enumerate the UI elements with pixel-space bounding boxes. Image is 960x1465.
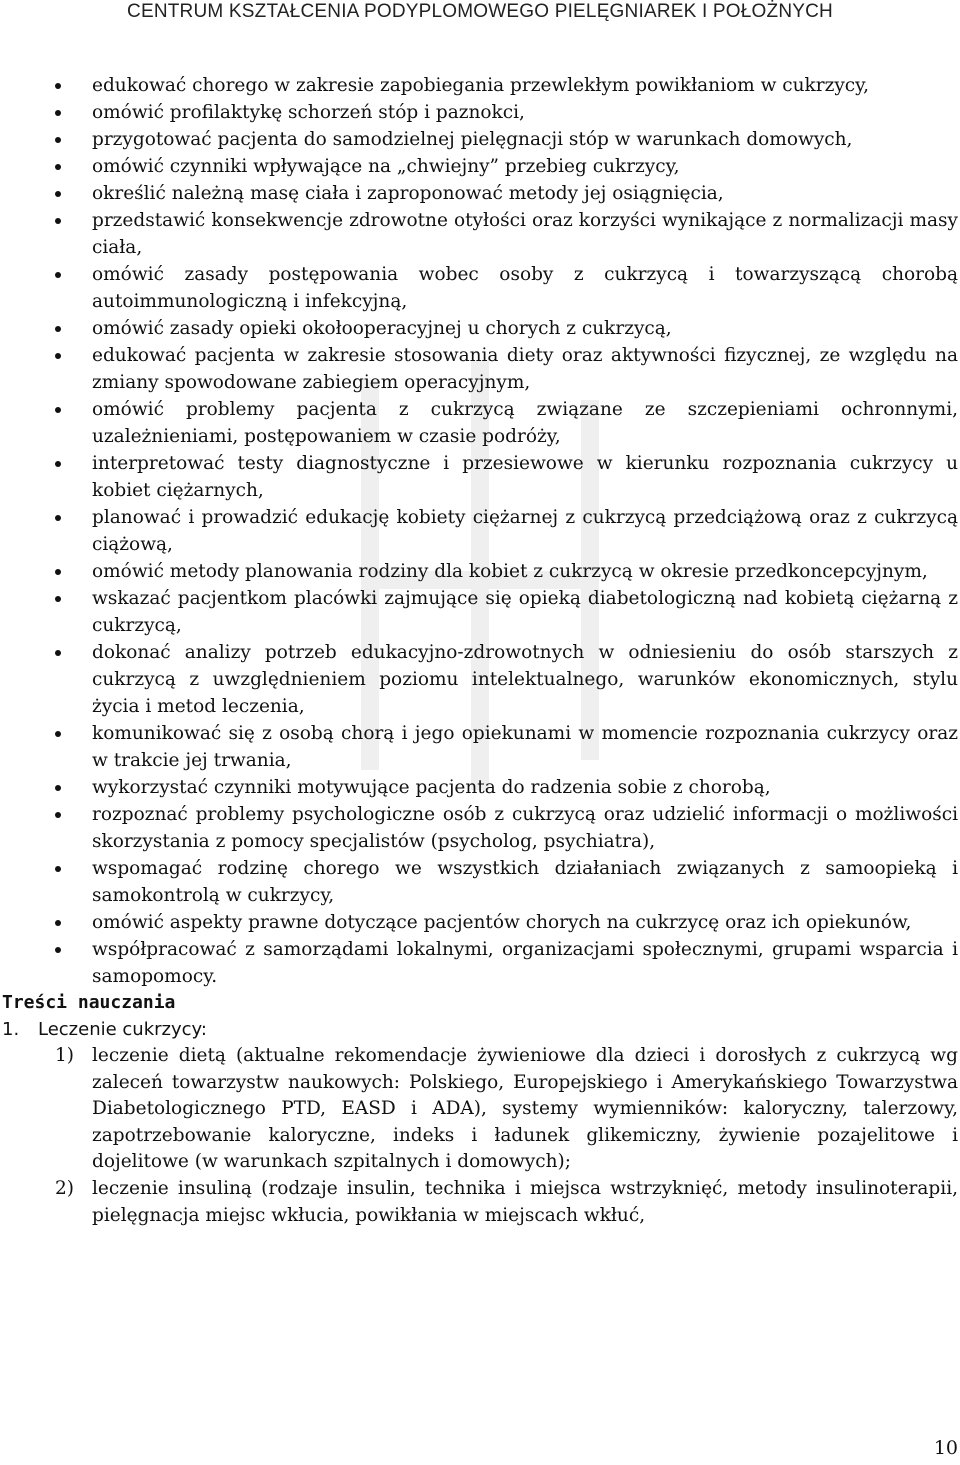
bullet-icon [55, 83, 61, 89]
list-item [0, 936, 960, 990]
list-item [0, 126, 960, 153]
list-item-text: omówić zasady opieki okołooperacyjnej u chorych z cukrzycą, [92, 318, 672, 339]
list-item-text: określić należną masę ciała i zaproponować metody jej osiągnięcia, [92, 183, 724, 204]
bullet-icon [55, 812, 61, 818]
list-item [0, 585, 960, 639]
list-item-text: przygotować pacjenta do samodzielnej pielęgnacji stóp w warunkach domowych, [92, 129, 853, 150]
bullet-icon [55, 650, 61, 656]
list-item-text: omówić metody planowania rodziny dla kobiet z cukrzycą w okresie przedkoncepcyjnym, [92, 561, 928, 582]
bullet-icon [55, 164, 61, 170]
list-item-text: omówić zasady postępowania wobec osoby z cukrzycą i towarzyszącą chorobą autoimmunologiczną i infekcyjną, [92, 264, 958, 312]
list-item-text: wspomagać rodzinę chorego we wszystkich działaniach związanych z samoopieką i samokontrolą w cukrzycy, [92, 858, 958, 906]
bullet-icon [55, 272, 61, 278]
bullet-icon [55, 920, 61, 926]
list-item [0, 99, 960, 126]
document-body [0, 72, 960, 1229]
bullet-icon [55, 461, 61, 467]
list-item [0, 558, 960, 585]
bullet-icon [55, 326, 61, 332]
section-item-index: 1. [2, 1019, 20, 1040]
list-item [0, 153, 960, 180]
subitem-index: 2) [55, 1177, 74, 1199]
list-item-text: edukować chorego w zakresie zapobiegania przewlekłym powikłaniom w cukrzycy, [92, 75, 870, 96]
list-item-text: komunikować się z osobą chorą i jego opiekunami w momencie rozpoznania cukrzycy oraz w trakcie jej trwania, [92, 723, 958, 771]
bullet-icon [55, 731, 61, 737]
list-item [0, 801, 960, 855]
list-item-text: omówić czynniki wpływające na „chwiejny” przebieg cukrzycy, [92, 156, 680, 177]
subitem-text: leczenie dietą (aktualne rekomendacje żywieniowe dla dzieci i dorosłych z cukrzycą wg zaleceń towarzystw naukowych: Polskiego, Europejskiego i Amerykańskiego Towarzystwa Diabetologicznego PTD, EASD i ADA), systemy wymienników: kaloryczny, talerzowy, zapotrzebowanie kaloryczne, indeks i ładunek glikemiczny, żywienie pozajelitowe i dojelitowe (w warunkach szpitalnych i domowych); [92, 1045, 958, 1173]
treatment-subitems-list [0, 1043, 960, 1229]
list-item-text: wykorzystać czynniki motywujące pacjenta do radzenia sobie z chorobą, [92, 777, 771, 798]
bullet-icon [55, 785, 61, 791]
learning-outcomes-list [0, 72, 960, 990]
bullet-icon [55, 218, 61, 224]
list-item-text: omówić profilaktykę schorzeń stóp i paznokci, [92, 102, 525, 123]
list-item [0, 774, 960, 801]
list-item-text: rozpoznać problemy psychologiczne osób z cukrzycą oraz udzielić informacji o możliwości skorzystania z pomocy specjalistów (psycholog, psychiatra), [92, 804, 958, 852]
list-item-text: przedstawić konsekwencje zdrowotne otyłości oraz korzyści wynikające z normalizacji masy ciała, [92, 210, 958, 258]
list-item-text: dokonać analizy potrzeb edukacyjno-zdrowotnych w odniesieniu do osób starszych z cukrzycą z uwzględnieniem poziomu intelektualnego, warunków ekonomicznych, stylu życia i metod leczenia, [92, 642, 958, 717]
bullet-icon [55, 866, 61, 872]
bullet-icon [55, 110, 61, 116]
list-item [0, 450, 960, 504]
subitem-index: 1) [55, 1045, 74, 1066]
section-title: Treści nauczania [2, 992, 176, 1013]
list-item [0, 909, 960, 936]
list-item [0, 180, 960, 207]
bullet-icon [55, 515, 61, 521]
bullet-icon [55, 191, 61, 197]
list-item [0, 639, 960, 720]
list-item [0, 207, 960, 261]
bullet-icon [55, 353, 61, 359]
list-item [0, 504, 960, 558]
list-item-text: współpracować z samorządami lokalnymi, organizacjami społecznymi, grupami wsparcia i samopomocy. [92, 939, 958, 987]
list-item [0, 720, 960, 774]
page-header [0, 0, 960, 26]
page-number: 10 [933, 1437, 958, 1459]
section-item-label: Leczenie cukrzycy: [38, 1019, 207, 1040]
subitem-text: leczenie insuliną (rodzaje insulin, technika i miejsca wstrzyknięć, metody insulinoterapii, pielęgnacja miejsc wkłucia, powikłania w miejscach wkłuć, [92, 1177, 958, 1226]
subitem [0, 1043, 960, 1176]
header-title: CENTRUM KSZTAŁCENIA PODYPLOMOWEGO PIELĘGNIAREK I POŁOŻNYCH [127, 1, 833, 22]
subitem [0, 1176, 960, 1229]
list-item [0, 72, 960, 99]
bullet-icon [55, 569, 61, 575]
bullet-icon [55, 947, 61, 953]
list-item-text: wskazać pacjentkom placówki zajmujące się opieką diabetologiczną nad kobietą ciężarną z cukrzycą, [92, 588, 958, 636]
list-item-text: interpretować testy diagnostyczne i przesiewowe w kierunku rozpoznania cukrzycy u kobiet ciężarnych, [92, 453, 958, 501]
list-item [0, 855, 960, 909]
list-item [0, 342, 960, 396]
bullet-icon [55, 137, 61, 143]
list-item-text: omówić aspekty prawne dotyczące pacjentów chorych na cukrzycę oraz ich opiekunów, [92, 912, 912, 933]
bullet-icon [55, 596, 61, 602]
bullet-icon [55, 407, 61, 413]
list-item [0, 396, 960, 450]
list-item-text: planować i prowadzić edukację kobiety ciężarnej z cukrzycą przedciążową oraz z cukrzycą ciążową, [92, 507, 958, 555]
section-item-title [0, 1016, 960, 1043]
list-item [0, 261, 960, 315]
list-item-text: omówić problemy pacjenta z cukrzycą związane ze szczepieniami ochronnymi, uzależnieniami, postępowaniem w czasie podróży, [92, 399, 958, 447]
list-item [0, 315, 960, 342]
list-item-text: edukować pacjenta w zakresie stosowania diety oraz aktywności fizycznej, ze względu na zmiany spowodowane zabiegiem operacyjnym, [92, 345, 958, 393]
